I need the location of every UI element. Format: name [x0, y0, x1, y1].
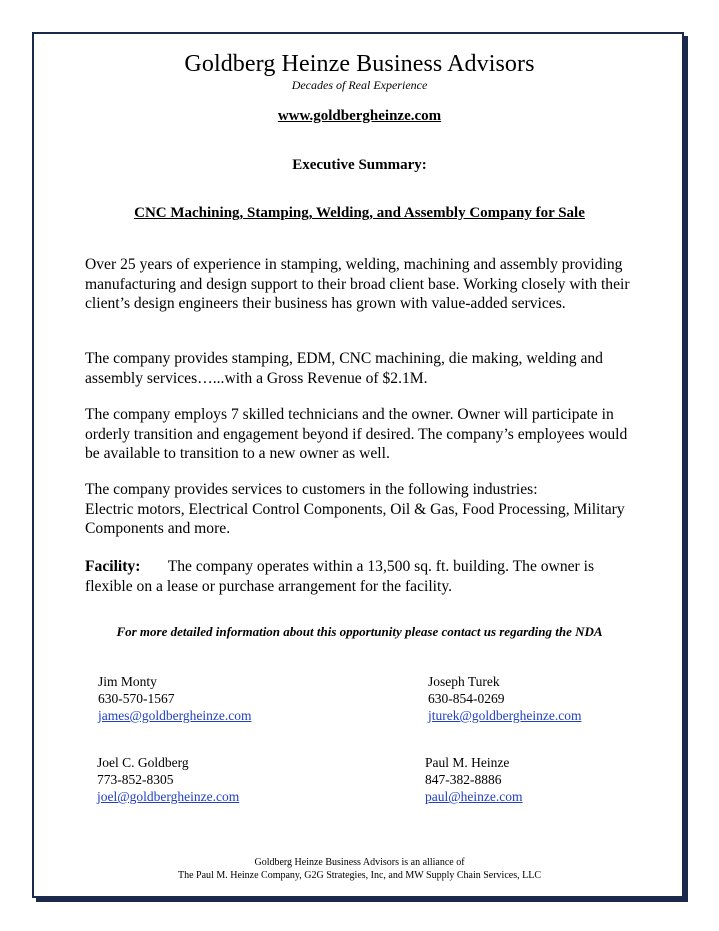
paragraph-services: The company provides stamping, EDM, CNC machining, die making, welding and assembly services…...with a Gross Revenue of $2.1M.	[85, 350, 603, 387]
contact-phone: 630-570-1567	[98, 691, 175, 706]
contact-email-link[interactable]: james@goldbergheinze.com	[98, 708, 252, 723]
contact-email-link[interactable]: joel@goldbergheinze.com	[97, 789, 240, 804]
paragraph-facility	[85, 557, 640, 596]
facility-label: Facility:	[85, 558, 141, 575]
contact-card	[98, 673, 252, 724]
facility-text: The company operates within a 13,500 sq. ft. building. The owner is flexible on a lease or purchase arrangement for the facility.	[85, 558, 595, 595]
footer	[0, 856, 719, 882]
contact-email-link[interactable]: paul@heinze.com	[425, 789, 523, 804]
industries-list: Electric motors, Electrical Control Components, Oil & Gas, Food Processing, Military Components and more.	[85, 500, 625, 538]
contact-email-link[interactable]: jturek@goldbergheinze.com	[428, 708, 582, 723]
contact-card	[425, 754, 523, 805]
footer-line: Goldberg Heinze Business Advisors is an alliance of	[254, 857, 465, 868]
industries-intro: The company provides services to customers in the following industries:	[85, 481, 538, 498]
paragraph-industries	[85, 480, 640, 539]
footer-line: The Paul M. Heinze Company, G2G Strategies, Inc, and MW Supply Chain Services, LLC	[178, 870, 541, 881]
contact-phone: 630-854-0269	[428, 691, 505, 706]
paragraph-experience: Over 25 years of experience in stamping, welding, machining and assembly providing manufacturing and design support to their broad client base. Working closely with their client’s design engineers their business has grown with value-added services.	[85, 256, 630, 313]
contact-name: Jim Monty	[98, 674, 157, 689]
headline: CNC Machining, Stamping, Welding, and Assembly Company for Sale	[134, 205, 585, 221]
tagline: Decades of Real Experience	[291, 78, 428, 92]
contact-card	[97, 754, 239, 805]
contact-name: Joseph Turek	[428, 674, 500, 689]
contact-name: Joel C. Goldberg	[97, 755, 189, 770]
contact-name: Paul M. Heinze	[425, 755, 510, 770]
contact-phone: 847-382-8886	[425, 772, 502, 787]
website-link[interactable]: www.goldbergheinze.com	[277, 108, 442, 124]
firm-name: Goldberg Heinze Business Advisors	[184, 51, 535, 77]
contact-phone: 773-852-8305	[97, 772, 174, 787]
contact-note: For more detailed information about this opportunity please contact us regarding the NDA	[116, 624, 603, 639]
summary-heading: Executive Summary:	[292, 157, 427, 173]
paragraph-employees: The company employs 7 skilled technicians and the owner. Owner will participate in orderly transition and engagement beyond if desired. The company’s employees would be available to transition to a new owner as well.	[85, 406, 628, 463]
contact-card	[428, 673, 582, 724]
